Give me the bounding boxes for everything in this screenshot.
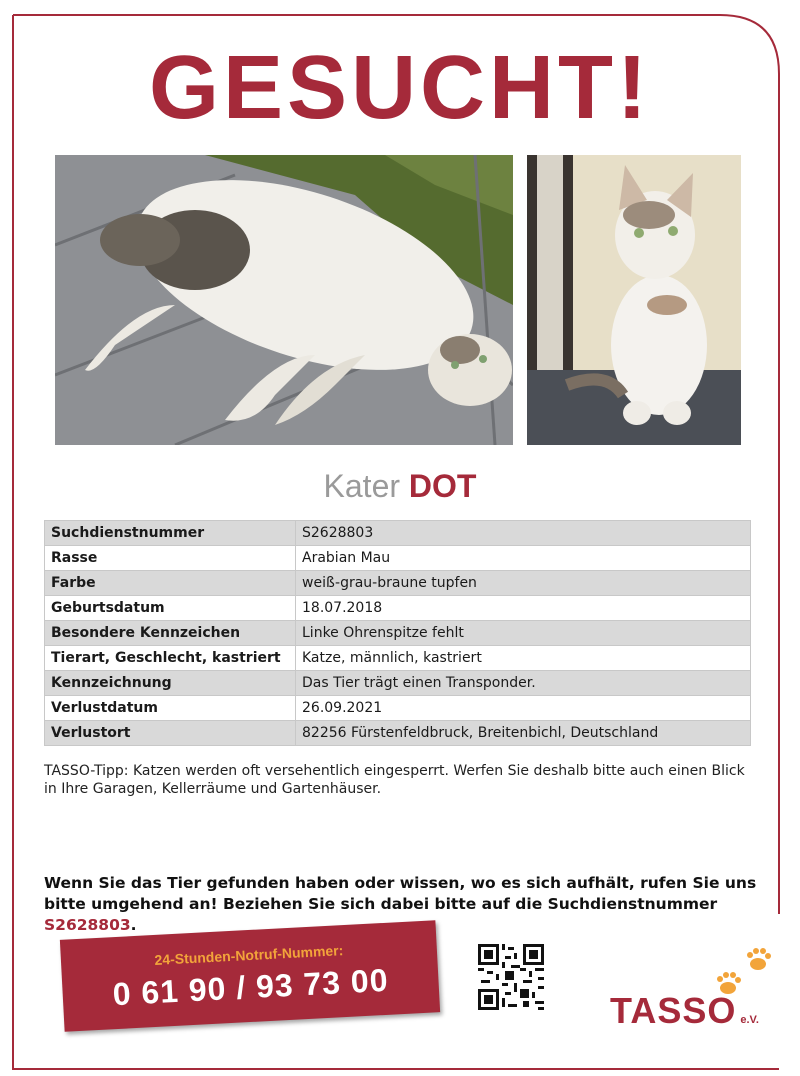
tasso-tip: TASSO-Tipp: Katzen werden oft versehentlich eingesperrt. Werfen Sie deshalb bitte auch einen Blick in Ihre Garagen, Kellerräume und Gartenhäuser. — [44, 763, 745, 797]
row-label: Besondere Kennzeichen — [45, 621, 296, 646]
row-value: S2628803 — [296, 521, 751, 546]
row-label: Rasse — [45, 546, 296, 571]
row-label: Tierart, Geschlecht, kastriert — [45, 646, 296, 671]
table-row — [45, 596, 751, 621]
tasso-logo — [610, 990, 759, 1032]
table-row — [45, 721, 751, 746]
logo-name: TASSO — [610, 990, 737, 1031]
table-row — [45, 621, 751, 646]
row-value: Linke Ohrenspitze fehlt — [296, 621, 751, 646]
row-value: 18.07.2018 — [296, 596, 751, 621]
row-label: Kennzeichnung — [45, 671, 296, 696]
hotline-label: 24-Stunden-Notruf-Nummer: — [154, 942, 344, 968]
hotline-phone[interactable]: 0 61 90 / 93 73 00 — [111, 961, 390, 1013]
pet-name: DOT — [408, 468, 477, 504]
row-value: weiß-grau-braune tupfen — [296, 571, 751, 596]
row-label: Verlustort — [45, 721, 296, 746]
cat-photo-sitting — [527, 155, 741, 445]
row-value: Katze, männlich, kastriert — [296, 646, 751, 671]
table-row — [45, 546, 751, 571]
row-label: Verlustdatum — [45, 696, 296, 721]
logo-suffix: e.V. — [740, 1014, 759, 1026]
table-row — [45, 571, 751, 596]
call-end: . — [130, 916, 137, 934]
cat-photo-lying — [55, 155, 513, 445]
call-text: Wenn Sie das Tier gefunden haben oder wissen, wo es sich aufhält, rufen Sie uns bitte umgehend an! Beziehen Sie sich dabei bitte auf die Suchdienstnummer — [44, 874, 757, 913]
pet-prefix: Kater — [323, 468, 401, 504]
page-title: GESUCHT! — [149, 38, 651, 138]
table-row — [45, 696, 751, 721]
row-value: Arabian Mau — [296, 546, 751, 571]
details-table — [44, 520, 751, 746]
pet-name-heading — [0, 466, 800, 506]
hotline-box — [60, 920, 440, 1032]
row-label: Farbe — [45, 571, 296, 596]
qr-code — [478, 944, 544, 1010]
row-label: Suchdienstnummer — [45, 521, 296, 546]
row-value: 26.09.2021 — [296, 696, 751, 721]
row-label: Geburtsdatum — [45, 596, 296, 621]
table-row — [45, 646, 751, 671]
row-value: Das Tier trägt einen Transponder. — [296, 671, 751, 696]
table-row — [45, 671, 751, 696]
table-row — [45, 521, 751, 546]
row-value: 82256 Fürstenfeldbruck, Breitenbichl, Deutschland — [296, 721, 751, 746]
search-number: S2628803 — [44, 916, 131, 934]
